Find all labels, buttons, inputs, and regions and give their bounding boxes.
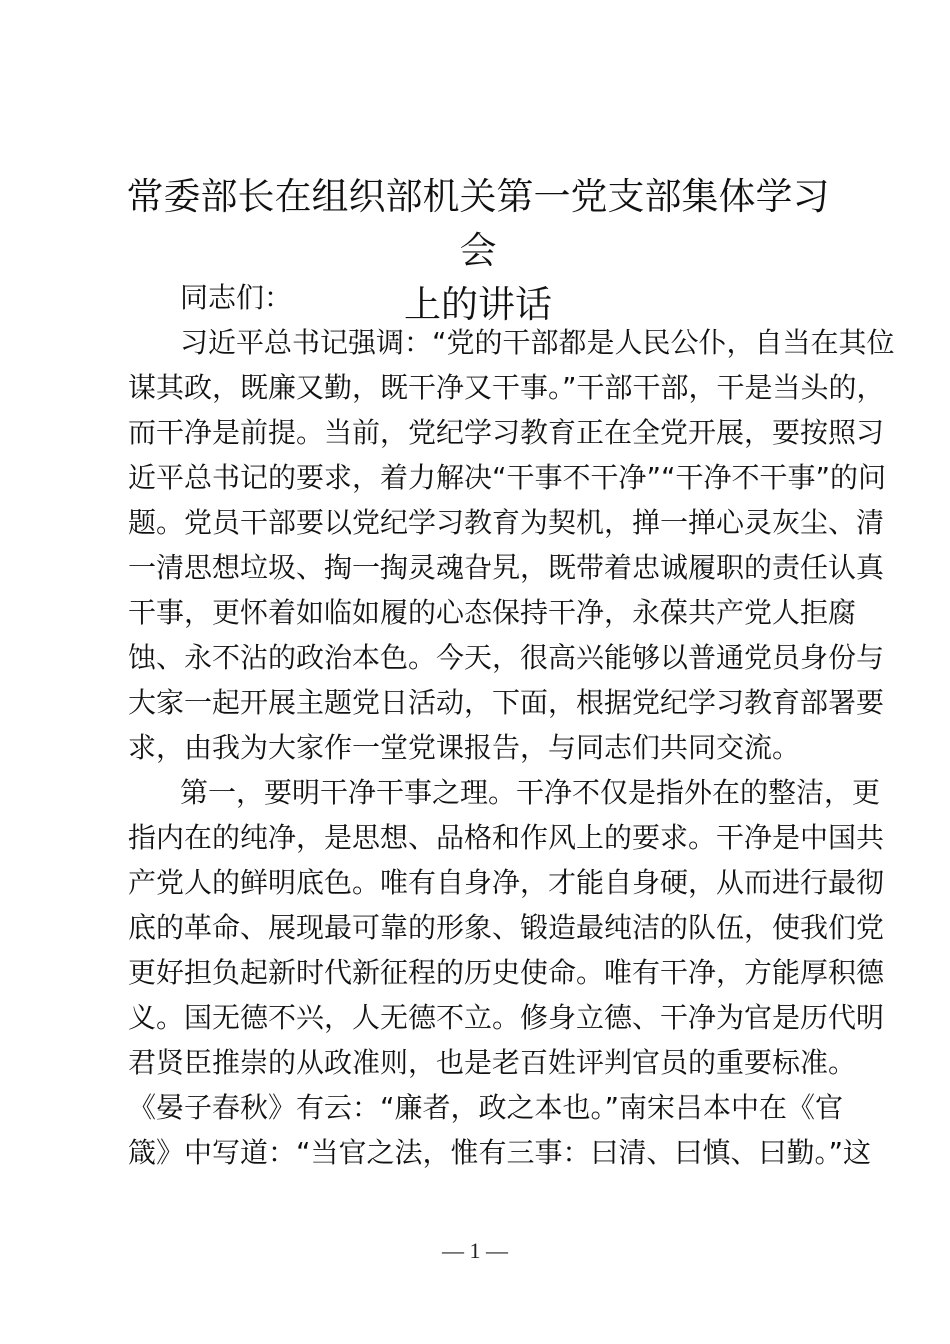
- page-number: — 1 —: [442, 1238, 508, 1263]
- paragraph-2-line: 底的革命、展现最可靠的形象、锻造最纯洁的队伍，使我们党: [128, 911, 885, 944]
- paragraph-1-line: 一清思想垃圾、掏一掏灵魂旮旯，既带着忠诚履职的责任认真: [128, 551, 885, 584]
- paragraph-1-line: 题。党员干部要以党纪学习教育为契机，掸一掸心灵灰尘、清: [128, 506, 885, 539]
- document-body: [128, 275, 895, 1175]
- paragraph-1-line: 而干净是前提。当前，党纪学习教育正在全党开展，要按照习: [128, 416, 885, 449]
- paragraph-2-line: 指内在的纯净，是思想、品格和作风上的要求。干净是中国共: [128, 821, 885, 854]
- paragraph-1-line: 干事，更怀着如临如履的心态保持干净，永葆共产党人拒腐: [128, 596, 857, 629]
- paragraph-1-line: 谋其政，既廉又勤，既干净又干事。”干部干部，干是当头的，: [128, 371, 885, 404]
- paragraph-1-line: 近平总书记的要求，着力解决“干事不干净”“干净不干事”的问: [128, 461, 887, 494]
- paragraph-1-line: 求，由我为大家作一堂党课报告，与同志们共同交流。: [128, 731, 801, 764]
- paragraph-1-line: 大家一起开展主题党日活动，下面，根据党纪学习教育部署要: [128, 686, 885, 719]
- paragraph-2-line: 箴》中写道：“当官之法，惟有三事：曰清、曰慎、曰勤。”这: [128, 1136, 872, 1169]
- salutation: 同志们：: [180, 281, 293, 314]
- title-line-1: 常委部长在组织部机关第一党支部集体学习会: [126, 175, 830, 272]
- paragraph-2-line: 更好担负起新时代新征程的历史使命。唯有干净，方能厚积德: [128, 956, 885, 989]
- paragraph-2-line: 《晏子春秋》有云：“廉者，政之本也。”南宋吕本中在《官: [128, 1091, 844, 1124]
- paragraph-2-line: 第一，要明干净干事之理。干净不仅是指外在的整洁，更: [180, 776, 881, 809]
- paragraph-2-line: 义。国无德不兴，人无德不立。修身立德、干净为官是历代明: [128, 1001, 885, 1034]
- paragraph-1-line: 蚀、永不沾的政治本色。今天，很高兴能够以普通党员身份与: [128, 641, 885, 674]
- paragraph-1-line: 习近平总书记强调：“党的干部都是人民公仆，自当在其位: [180, 326, 895, 359]
- paragraph-2-line: 君贤臣推崇的从政准则，也是老百姓评判官员的重要标准。: [128, 1046, 857, 1079]
- title-line-2: 上的讲话: [404, 283, 552, 326]
- paragraph-2-line: 产党人的鲜明底色。唯有自身净，才能自身硬，从而进行最彻: [128, 866, 885, 899]
